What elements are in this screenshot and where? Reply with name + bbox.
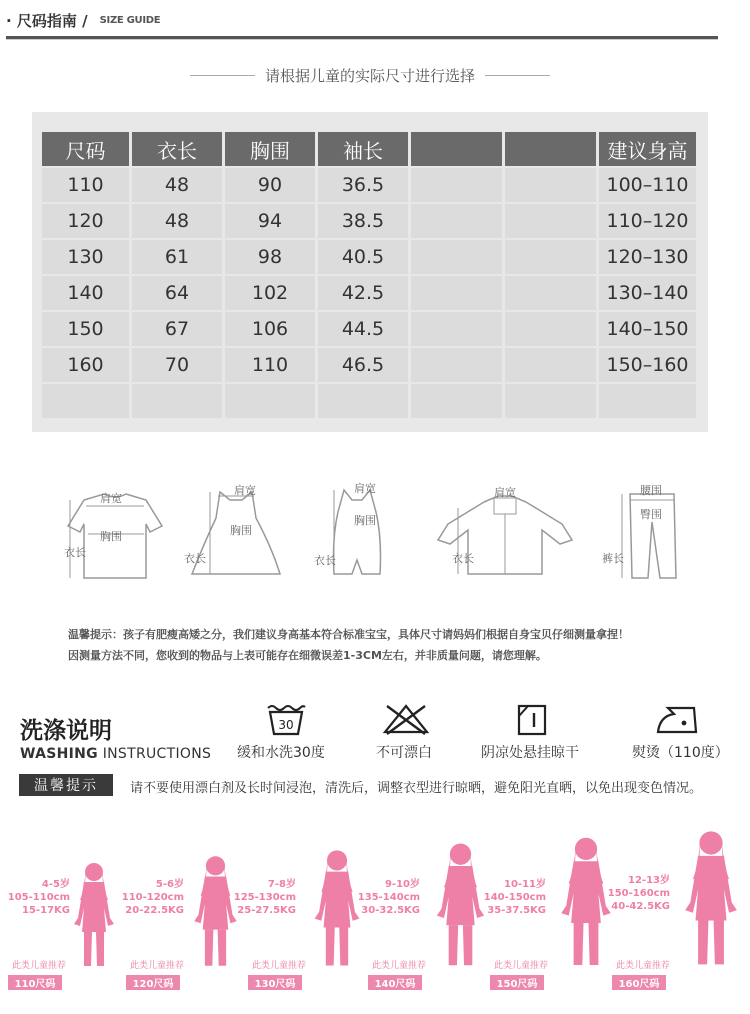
table-cell: 38.5 bbox=[318, 204, 408, 238]
table-cell: 140–150 bbox=[599, 312, 696, 346]
table-cell: 98 bbox=[225, 240, 315, 274]
kid-age: 7-8岁 bbox=[267, 879, 296, 890]
note-right-line bbox=[485, 75, 550, 76]
tshirt-diagram bbox=[60, 478, 200, 590]
kid-recommend-label: 此类儿童推荐 bbox=[494, 961, 549, 971]
table-cell: 46.5 bbox=[318, 348, 408, 382]
table-cell: 110 bbox=[42, 168, 129, 202]
tshirt-shoulder-label: 肩宽 bbox=[100, 492, 122, 505]
table-cell bbox=[132, 384, 222, 418]
kid-height: 150-160cm bbox=[607, 888, 670, 899]
wash-30-label: 缓和水洗30度 bbox=[237, 745, 325, 761]
kid-age: 9-10岁 bbox=[384, 879, 420, 890]
kid-height: 125-130cm bbox=[233, 892, 296, 903]
table-cell: 102 bbox=[225, 276, 315, 310]
kid-info bbox=[482, 878, 546, 917]
kid-info bbox=[120, 878, 184, 917]
table-cell: 140 bbox=[42, 276, 129, 310]
washing-tip-badge: 温馨提示 bbox=[19, 774, 113, 796]
table-cell bbox=[411, 240, 502, 274]
kid-height: 110-120cm bbox=[121, 892, 184, 903]
tshirt-length-label: 衣长 bbox=[64, 546, 86, 559]
section-title: · 尺码指南 / bbox=[6, 11, 88, 30]
table-header-cell: 袖长 bbox=[318, 132, 408, 166]
table-cell: 110 bbox=[225, 348, 315, 382]
dress-chest-label: 胸围 bbox=[230, 524, 252, 537]
kid-age: 4-5岁 bbox=[41, 879, 70, 890]
pants-length-label: 裤长 bbox=[602, 552, 624, 565]
table-cell bbox=[599, 384, 696, 418]
kid-info bbox=[356, 878, 420, 917]
section-header bbox=[6, 6, 160, 34]
romper-chest-label: 胸围 bbox=[354, 514, 376, 527]
table-cell bbox=[411, 168, 502, 202]
pants-waist-label: 腰围 bbox=[640, 484, 662, 497]
table-cell: 67 bbox=[132, 312, 222, 346]
kid-weight: 15-17KG bbox=[22, 905, 70, 916]
kid-weight: 20-22.5KG bbox=[125, 905, 184, 916]
table-cell bbox=[505, 348, 596, 382]
table-cell bbox=[225, 384, 315, 418]
section-subtitle: SIZE GUIDE bbox=[99, 14, 161, 26]
iron-label: 熨烫（110度） bbox=[632, 745, 729, 761]
washing-title: 洗涤说明 bbox=[20, 718, 112, 744]
kid-height: 105-110cm bbox=[7, 892, 70, 903]
no-bleach-icon bbox=[381, 702, 431, 736]
romper-shoulder-label: 肩宽 bbox=[354, 482, 376, 495]
child-silhouette-icon bbox=[432, 840, 489, 970]
table-cell: 36.5 bbox=[318, 168, 408, 202]
size-note bbox=[190, 63, 550, 87]
note-text: 请根据儿童的实际尺寸进行选择 bbox=[265, 66, 476, 85]
no-bleach-label: 不可漂白 bbox=[376, 745, 432, 761]
table-header-cell bbox=[411, 132, 502, 166]
line-dry-shade-icon bbox=[516, 702, 548, 736]
kid-size-tag: 130尺码 bbox=[248, 975, 302, 990]
jacket-diagram bbox=[434, 478, 576, 590]
romper-length-label: 衣长 bbox=[314, 554, 336, 567]
table-cell: 150–160 bbox=[599, 348, 696, 382]
kid-recommend-label: 此类儿童推荐 bbox=[252, 961, 307, 971]
dress-diagram bbox=[180, 478, 320, 590]
table-cell: 90 bbox=[225, 168, 315, 202]
table-cell bbox=[411, 204, 502, 238]
kid-age: 12-13岁 bbox=[628, 875, 670, 886]
table-cell: 94 bbox=[225, 204, 315, 238]
table-cell bbox=[505, 204, 596, 238]
table-cell bbox=[505, 384, 596, 418]
table-cell bbox=[411, 384, 502, 418]
kid-weight: 35-37.5KG bbox=[487, 905, 546, 916]
kid-size-tag: 150尺码 bbox=[490, 975, 544, 990]
child-silhouette-icon bbox=[680, 827, 742, 970]
kid-size-tag: 120尺码 bbox=[126, 975, 180, 990]
tip-line-1: 温馨提示：孩子有肥瘦高矮之分，我们建议身高基本符合标准宝宝，具体尺寸请妈妈们根据自身宝贝仔细测量拿捏！ bbox=[68, 628, 629, 641]
size-table-panel bbox=[32, 112, 708, 432]
table-header-cell: 尺码 bbox=[42, 132, 129, 166]
kid-age: 10-11岁 bbox=[504, 879, 546, 890]
table-cell: 106 bbox=[225, 312, 315, 346]
kid-recommend-label: 此类儿童推荐 bbox=[130, 961, 185, 971]
kid-recommend-label: 此类儿童推荐 bbox=[372, 961, 427, 971]
table-cell: 150 bbox=[42, 312, 129, 346]
pants-diagram bbox=[600, 478, 690, 590]
line-dry-shade-label: 阴凉处悬挂晾干 bbox=[481, 745, 579, 761]
table-cell: 42.5 bbox=[318, 276, 408, 310]
kid-info bbox=[232, 878, 296, 917]
jacket-length-label: 衣长 bbox=[452, 552, 474, 565]
table-cell: 70 bbox=[132, 348, 222, 382]
table-header-cell: 衣长 bbox=[132, 132, 222, 166]
table-cell: 40.5 bbox=[318, 240, 408, 274]
table-cell bbox=[411, 348, 502, 382]
kid-weight: 30-32.5KG bbox=[361, 905, 420, 916]
table-header-cell bbox=[505, 132, 596, 166]
table-cell: 120 bbox=[42, 204, 129, 238]
table-cell bbox=[318, 384, 408, 418]
kid-info bbox=[6, 878, 70, 917]
table-cell: 44.5 bbox=[318, 312, 408, 346]
table-cell: 120–130 bbox=[599, 240, 696, 274]
table-cell: 64 bbox=[132, 276, 222, 310]
washing-subtitle-bold: WASHING bbox=[20, 746, 98, 762]
table-cell: 110–120 bbox=[599, 204, 696, 238]
iron-icon bbox=[654, 702, 702, 736]
table-cell: 48 bbox=[132, 204, 222, 238]
table-cell bbox=[411, 312, 502, 346]
table-cell: 100–110 bbox=[599, 168, 696, 202]
wash-30-badge: 30 bbox=[278, 718, 294, 732]
wash-30-icon bbox=[266, 702, 306, 736]
tshirt-chest-label: 胸围 bbox=[100, 530, 122, 543]
table-cell: 61 bbox=[132, 240, 222, 274]
kid-info bbox=[606, 874, 670, 913]
dress-length-label: 衣长 bbox=[184, 552, 206, 565]
kid-height: 135-140cm bbox=[357, 892, 420, 903]
washing-subtitle bbox=[20, 746, 211, 762]
dress-shoulder-label: 肩宽 bbox=[234, 484, 256, 497]
kid-size-tag: 140尺码 bbox=[368, 975, 422, 990]
kid-size-tag: 110尺码 bbox=[8, 975, 62, 990]
table-cell: 130 bbox=[42, 240, 129, 274]
washing-tip-text: 请不要使用漂白剂及长时间浸泡，清洗后，调整衣型进行晾晒，避免阳光直晒，以免出现变色情况。 bbox=[130, 781, 703, 796]
table-cell bbox=[505, 276, 596, 310]
table-header-cell: 建议身高 bbox=[599, 132, 696, 166]
table-cell: 160 bbox=[42, 348, 129, 382]
table-cell: 48 bbox=[132, 168, 222, 202]
kid-weight: 40-42.5KG bbox=[611, 901, 670, 912]
table-cell bbox=[505, 240, 596, 274]
kid-recommend-label: 此类儿童推荐 bbox=[12, 961, 67, 971]
kid-height: 140-150cm bbox=[483, 892, 546, 903]
romper-diagram bbox=[310, 478, 450, 590]
kid-weight: 25-27.5KG bbox=[237, 905, 296, 916]
header-divider bbox=[6, 36, 718, 39]
kid-recommend-label: 此类儿童推荐 bbox=[616, 961, 671, 971]
table-cell bbox=[505, 168, 596, 202]
table-header-cell: 胸围 bbox=[225, 132, 315, 166]
table-cell bbox=[411, 276, 502, 310]
washing-subtitle-rest: INSTRUCTIONS bbox=[97, 746, 212, 762]
tip-line-2: 因测量方法不同，您收到的物品与上表可能存在细微误差1-3CM左右，并非质量问题，请您理解。 bbox=[68, 649, 547, 662]
child-silhouette-icon bbox=[70, 860, 118, 970]
table-cell bbox=[505, 312, 596, 346]
note-left-line bbox=[190, 75, 255, 76]
table-cell: 130–140 bbox=[599, 276, 696, 310]
kid-age: 5-6岁 bbox=[155, 879, 184, 890]
pants-hip-label: 臀围 bbox=[640, 508, 662, 521]
kid-size-tag: 160尺码 bbox=[612, 975, 666, 990]
jacket-shoulder-label: 肩宽 bbox=[494, 486, 516, 499]
table-cell bbox=[42, 384, 129, 418]
